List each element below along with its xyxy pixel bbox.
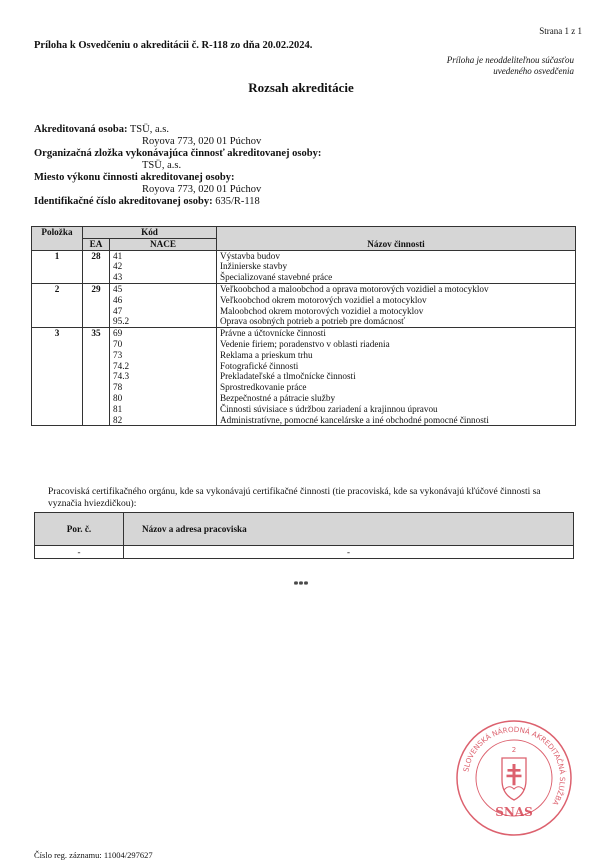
label-unit: Organizačná zložka vykonávajúca činnosť akreditovanej osoby: <box>34 148 322 159</box>
nace-code-cell: 47 <box>110 306 217 317</box>
nace-code-cell: 74.3 <box>110 371 217 382</box>
accreditation-info <box>34 124 321 208</box>
seal-abbr: SNAS <box>495 805 533 819</box>
table-row <box>32 415 576 426</box>
table-row <box>32 250 576 261</box>
ea-code-cell <box>83 261 110 272</box>
end-mark: *** <box>293 580 309 591</box>
table-row <box>32 404 576 415</box>
document-title: Rozsah akreditácie <box>248 80 354 95</box>
header-nace: NACE <box>110 238 217 250</box>
workplaces-table <box>34 512 574 559</box>
table-row <box>32 393 576 404</box>
table-row <box>32 295 576 306</box>
header-activity-name: Názov činnosti <box>217 227 576 251</box>
label-person: Akreditovaná osoba: <box>34 124 128 135</box>
activity-name-cell: Výstavba budov <box>217 250 576 261</box>
nace-code-cell: 69 <box>110 328 217 339</box>
ea-code-cell <box>83 350 110 361</box>
nace-code-cell: 45 <box>110 283 217 294</box>
activity-name-cell: Fotografické činnosti <box>217 361 576 372</box>
item-number-cell <box>32 382 83 393</box>
label-place: Miesto výkonu činnosti akreditovanej osoby: <box>34 172 235 183</box>
item-number-cell <box>32 272 83 283</box>
item-number-cell <box>32 261 83 272</box>
activity-name-cell: Špecializované stavebné práce <box>217 272 576 283</box>
ea-code-cell <box>83 316 110 327</box>
table-row <box>32 316 576 327</box>
shield-cross-icon <box>502 758 526 800</box>
ea-code-cell <box>83 361 110 372</box>
ea-code-cell <box>83 295 110 306</box>
workplaces-note: Pracoviská certifikačného orgánu, kde sa vykonávajú certifikačné činnosti (tie pracoviská, kde sa vykonávajú kľúčové činnosti sa vyznačia hviezdičkou): <box>48 487 541 509</box>
item-number-cell <box>32 339 83 350</box>
activity-name-cell: Oprava osobných potrieb a potrieb pre domácnosť <box>217 316 576 327</box>
item-number-cell <box>32 316 83 327</box>
activity-name-cell: Sprostredkovanie práce <box>217 382 576 393</box>
activity-name-cell: Administratívne, pomocné kancelárske a iné obchodné pomocné činnosti <box>217 415 576 426</box>
unit-name: TSÜ, a.s. <box>142 160 182 171</box>
page-number: Strana 1 z 1 <box>539 26 582 36</box>
nace-code-cell: 46 <box>110 295 217 306</box>
item-number-cell <box>32 361 83 372</box>
activity-name-cell: Vedenie firiem; poradenstvo v oblasti riadenia <box>217 339 576 350</box>
ea-code-cell <box>83 339 110 350</box>
activity-name-cell: Prekladateľské a tlmočnícke činnosti <box>217 371 576 382</box>
item-number-cell <box>32 306 83 317</box>
ea-code-cell <box>83 306 110 317</box>
nace-code-cell: 70 <box>110 339 217 350</box>
activity-name-cell: Inžinierske stavby <box>217 261 576 272</box>
person-address: Royova 773, 020 01 Púchov <box>142 136 262 147</box>
nace-code-cell: 42 <box>110 261 217 272</box>
workplace-row-number: - <box>35 546 124 559</box>
nace-code-cell: 74.2 <box>110 361 217 372</box>
table-row <box>32 371 576 382</box>
workplace-row-name: - <box>124 546 574 559</box>
ea-code-cell <box>83 382 110 393</box>
item-number-cell <box>32 415 83 426</box>
table-row <box>32 306 576 317</box>
table-row <box>32 328 576 339</box>
header-item: Položka <box>32 227 83 251</box>
activity-name-cell: Bezpečnostné a pátracie služby <box>217 393 576 404</box>
header-note <box>374 55 574 77</box>
activity-name-cell: Veľkoobchod a maloobchod a oprava motorových vozidiel a motocyklov <box>217 283 576 294</box>
nace-code-cell: 80 <box>110 393 217 404</box>
item-number-cell: 3 <box>32 328 83 339</box>
seal-ring-text: SLOVENSKÁ NÁRODNÁ AKREDITAČNÁ SLUŽBA <box>461 724 568 808</box>
nace-code-cell: 41 <box>110 250 217 261</box>
registration-number: Číslo reg. záznamu: 11004/297627 <box>34 850 153 860</box>
nace-code-cell: 78 <box>110 382 217 393</box>
table-row <box>32 382 576 393</box>
item-number-cell <box>32 350 83 361</box>
header-note-line2: uvedeného osvedčenia <box>493 66 574 76</box>
nace-code-cell: 82 <box>110 415 217 426</box>
header-ea: EA <box>83 238 110 250</box>
table-row <box>32 350 576 361</box>
item-number-cell <box>32 371 83 382</box>
nace-code-cell: 95.2 <box>110 316 217 327</box>
activity-name-cell: Reklama a prieskum trhu <box>217 350 576 361</box>
item-number-cell: 2 <box>32 283 83 294</box>
activity-name-cell: Veľkoobchod okrem motorových vozidiel a motocyklov <box>217 295 576 306</box>
nace-code-cell: 43 <box>110 272 217 283</box>
table-row <box>32 361 576 372</box>
table-row <box>32 283 576 294</box>
header-title: Príloha k Osvedčeniu o akreditácii č. R-118 zo dňa 20.02.2024. <box>34 40 313 51</box>
ea-code-cell <box>83 371 110 382</box>
header-workplace-name-text: Názov a adresa pracoviska <box>142 524 247 534</box>
snas-seal-stamp <box>454 718 574 838</box>
seal-number: 2 <box>511 746 517 754</box>
ea-code-cell <box>83 415 110 426</box>
header-por-c: Por. č. <box>35 513 124 546</box>
item-number-cell: 1 <box>32 250 83 261</box>
ea-code-cell <box>83 393 110 404</box>
table-row <box>32 261 576 272</box>
person-name: TSÜ, a.s. <box>129 124 169 135</box>
table-row <box>32 339 576 350</box>
id-value: 635/R-118 <box>215 196 260 207</box>
ea-code-cell <box>83 404 110 415</box>
ea-code-cell: 35 <box>83 328 110 339</box>
item-number-cell <box>32 393 83 404</box>
ea-code-cell: 29 <box>83 283 110 294</box>
label-id: Identifikačné číslo akreditovanej osoby: <box>34 196 213 207</box>
scope-table <box>31 226 576 426</box>
activity-name-cell: Právne a účtovnícke činnosti <box>217 328 576 339</box>
ea-code-cell: 28 <box>83 250 110 261</box>
ea-code-cell <box>83 272 110 283</box>
header-workplace-name <box>124 513 574 546</box>
nace-code-cell: 73 <box>110 350 217 361</box>
activity-name-cell: Činnosti súvisiace s údržbou zariadení a krajinnou úpravou <box>217 404 576 415</box>
item-number-cell <box>32 295 83 306</box>
activity-name-cell: Maloobchod okrem motorových vozidiel a motocyklov <box>217 306 576 317</box>
header-note-line1: Príloha je neoddeliteľnou súčasťou <box>446 55 574 65</box>
header-code: Kód <box>83 227 217 239</box>
place-address: Royova 773, 020 01 Púchov <box>142 184 262 195</box>
item-number-cell <box>32 404 83 415</box>
nace-code-cell: 81 <box>110 404 217 415</box>
table-row <box>32 272 576 283</box>
